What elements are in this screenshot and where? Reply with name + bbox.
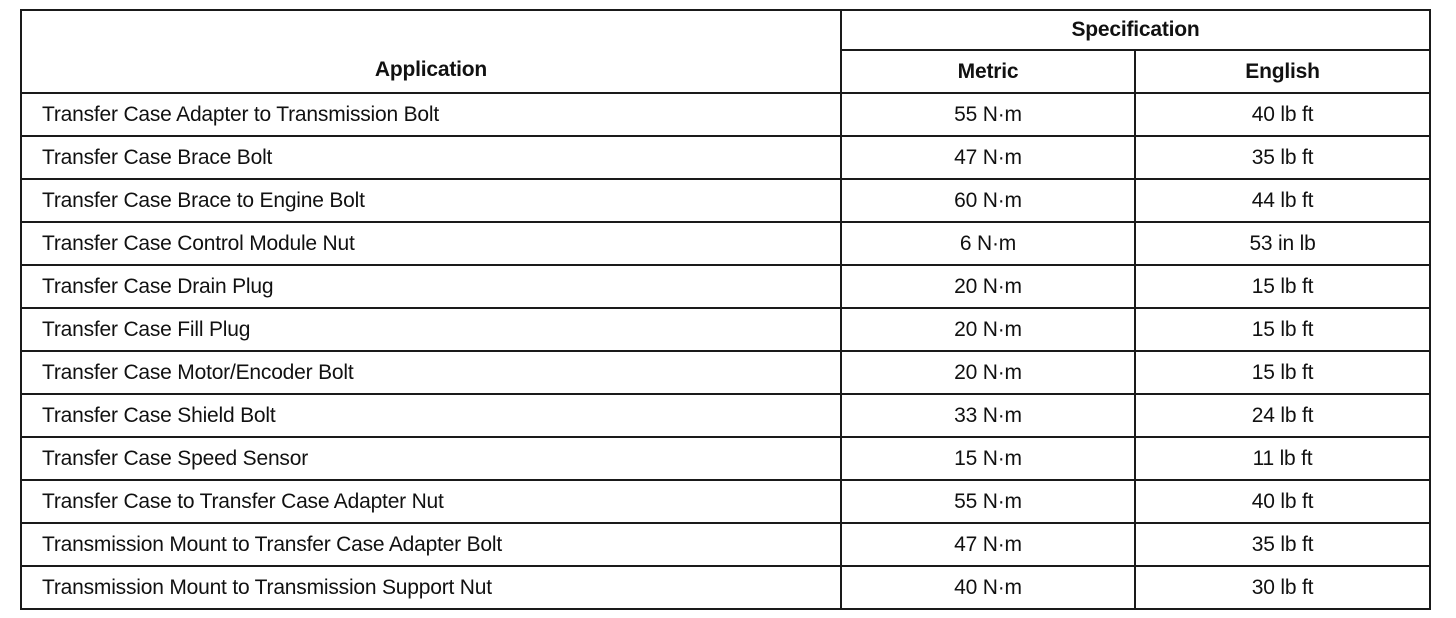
table-header <box>21 10 1430 93</box>
application-cell: Transfer Case Fill Plug <box>21 308 841 351</box>
application-cell: Transfer Case Motor/Encoder Bolt <box>21 351 841 394</box>
english-cell: 53 in lb <box>1135 222 1430 265</box>
metric-cell: 40 N·m <box>841 566 1135 609</box>
english-cell: 35 lb ft <box>1135 523 1430 566</box>
application-cell: Transfer Case Speed Sensor <box>21 437 841 480</box>
english-cell: 30 lb ft <box>1135 566 1430 609</box>
metric-cell: 47 N·m <box>841 523 1135 566</box>
english-cell: 40 lb ft <box>1135 480 1430 523</box>
english-header: English <box>1135 50 1430 93</box>
application-header: Application <box>21 10 841 93</box>
table-row <box>21 308 1430 351</box>
application-cell: Transfer Case Drain Plug <box>21 265 841 308</box>
metric-cell: 20 N·m <box>841 308 1135 351</box>
metric-cell: 60 N·m <box>841 179 1135 222</box>
metric-cell: 47 N·m <box>841 136 1135 179</box>
application-cell: Transmission Mount to Transfer Case Adapter Bolt <box>21 523 841 566</box>
metric-header: Metric <box>841 50 1135 93</box>
metric-cell: 33 N·m <box>841 394 1135 437</box>
metric-cell: 55 N·m <box>841 480 1135 523</box>
table-row <box>21 136 1430 179</box>
english-cell: 35 lb ft <box>1135 136 1430 179</box>
table-row <box>21 93 1430 136</box>
english-cell: 15 lb ft <box>1135 265 1430 308</box>
english-cell: 40 lb ft <box>1135 93 1430 136</box>
specification-header: Specification <box>841 10 1430 50</box>
table-row <box>21 222 1430 265</box>
english-cell: 24 lb ft <box>1135 394 1430 437</box>
english-cell: 44 lb ft <box>1135 179 1430 222</box>
metric-cell: 15 N·m <box>841 437 1135 480</box>
english-cell: 15 lb ft <box>1135 351 1430 394</box>
table-row <box>21 566 1430 609</box>
table-row <box>21 437 1430 480</box>
table-row <box>21 480 1430 523</box>
english-cell: 11 lb ft <box>1135 437 1430 480</box>
table-row <box>21 265 1430 308</box>
metric-cell: 20 N·m <box>841 351 1135 394</box>
table-row <box>21 179 1430 222</box>
application-cell: Transfer Case Shield Bolt <box>21 394 841 437</box>
table-row <box>21 351 1430 394</box>
table-body <box>21 93 1430 609</box>
application-cell: Transfer Case to Transfer Case Adapter Nut <box>21 480 841 523</box>
english-cell: 15 lb ft <box>1135 308 1430 351</box>
metric-cell: 6 N·m <box>841 222 1135 265</box>
table-row <box>21 394 1430 437</box>
table-row <box>21 523 1430 566</box>
application-cell: Transfer Case Brace Bolt <box>21 136 841 179</box>
application-cell: Transmission Mount to Transmission Support Nut <box>21 566 841 609</box>
application-cell: Transfer Case Brace to Engine Bolt <box>21 179 841 222</box>
torque-specification-table <box>20 9 1431 610</box>
header-row-top <box>21 10 1430 50</box>
metric-cell: 55 N·m <box>841 93 1135 136</box>
metric-cell: 20 N·m <box>841 265 1135 308</box>
application-cell: Transfer Case Adapter to Transmission Bolt <box>21 93 841 136</box>
application-cell: Transfer Case Control Module Nut <box>21 222 841 265</box>
